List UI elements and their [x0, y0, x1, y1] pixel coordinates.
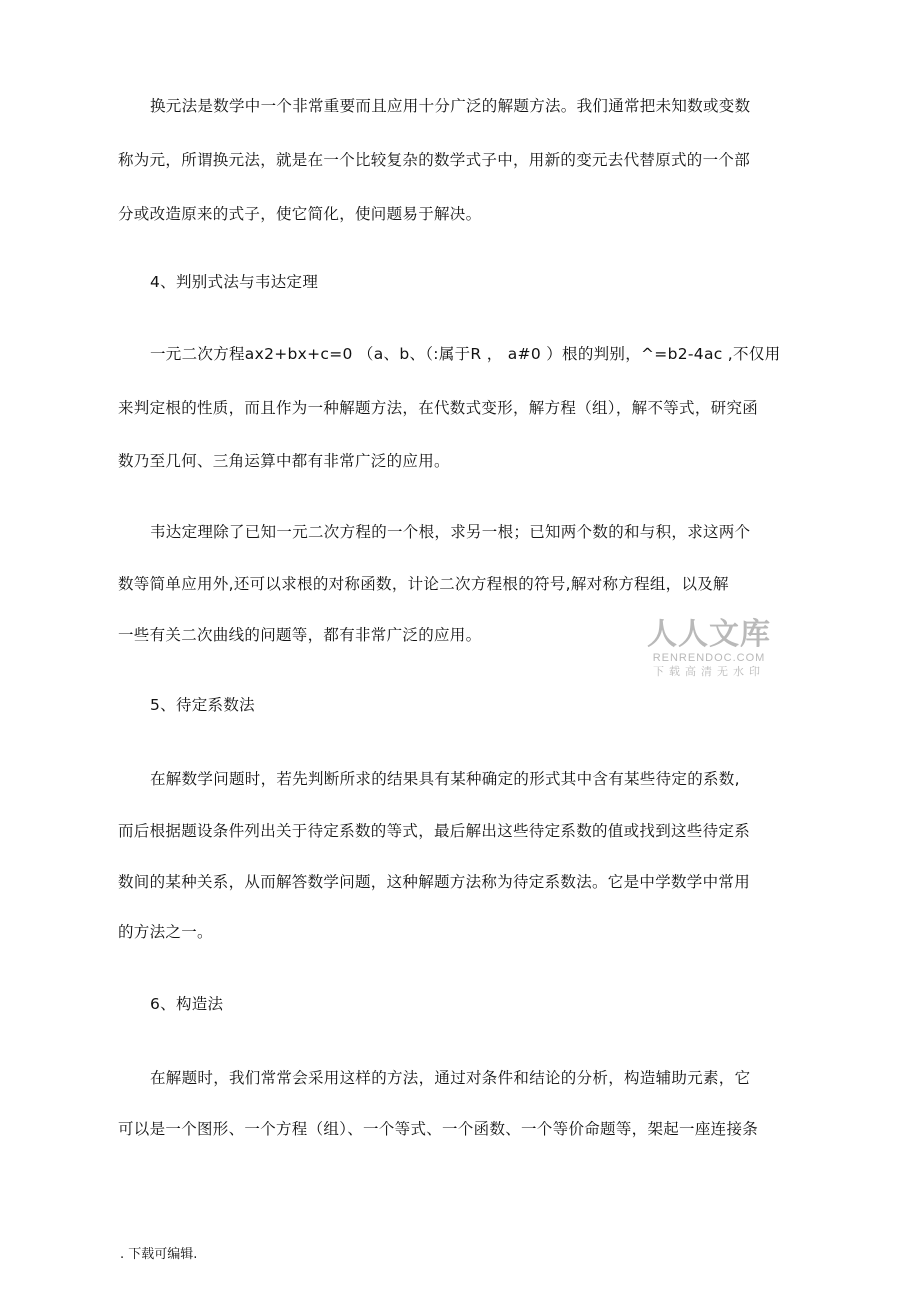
- paragraph-substitution-line-2: 称为元，所谓换元法，就是在一个比较复杂的数学式子中，用新的变元去代替原式的一个部: [118, 151, 751, 169]
- section-heading-6: 6、构造法: [150, 995, 224, 1013]
- section-heading-5: 5、待定系数法: [150, 696, 255, 714]
- renrendoc-watermark: [645, 618, 773, 679]
- paragraph-undetermined-line-4: 的方法之一。: [118, 923, 213, 941]
- paragraph-discriminant-line-2: 来判定根的性质，而且作为一种解题方法，在代数式变形，解方程（组），解不等式，研究函: [118, 399, 759, 417]
- paragraph-construction-line-2: 可以是一个图形、一个方程（组）、一个等式、一个函数、一个等价命题等，架起一座连接条: [118, 1120, 759, 1138]
- paragraph-undetermined-line-1: 在解数学问题时，若先判断所求的结果具有某种确定的形式其中含有某些待定的系数,: [150, 770, 740, 788]
- section-heading-4: 4、判别式法与韦达定理: [150, 273, 319, 291]
- paragraph-vieta-line-3: 一些有关二次曲线的问题等，都有非常广泛的应用。: [118, 626, 482, 644]
- page-footer: . 下载可编辑.: [120, 1247, 198, 1262]
- paragraph-construction-line-1: 在解题时，我们常常会采用这样的方法，通过对条件和结论的分析，构造辅助元素，它: [150, 1069, 751, 1087]
- paragraph-substitution-line-3: 分或改造原来的式子，使它简化，使问题易于解决。: [118, 205, 482, 223]
- watermark-subtitle: 下载高清无水印: [653, 665, 765, 678]
- paragraph-discriminant-line-1: 一元二次方程ax2+bx+c=0 （a、b、（:属于R ， a#0 ）根的判别，^=b2-4ac ,不仅用: [150, 345, 781, 363]
- paragraph-vieta-line-1: 韦达定理除了已知一元二次方程的一个根，求另一根；已知两个数的和与积，求这两个: [150, 523, 751, 541]
- watermark-title: 人人文库: [647, 617, 771, 652]
- paragraph-discriminant-line-3: 数乃至几何、三角运算中都有非常广泛的应用。: [118, 452, 450, 470]
- paragraph-undetermined-line-3: 数间的某种关系，从而解答数学问题，这种解题方法称为待定系数法。它是中学数学中常用: [118, 873, 751, 891]
- paragraph-vieta-line-2: 数等简单应用外,还可以求根的对称函数，计论二次方程根的符号,解对称方程组，以及解: [118, 575, 729, 593]
- paragraph-undetermined-line-2: 而后根据题设条件列出关于待定系数的等式，最后解出这些待定系数的值或找到这些待定系: [118, 822, 751, 840]
- paragraph-substitution-line-1: 换元法是数学中一个非常重要而且应用十分广泛的解题方法。我们通常把未知数或变数: [150, 97, 751, 115]
- watermark-url: RENRENDOC.COM: [652, 652, 766, 664]
